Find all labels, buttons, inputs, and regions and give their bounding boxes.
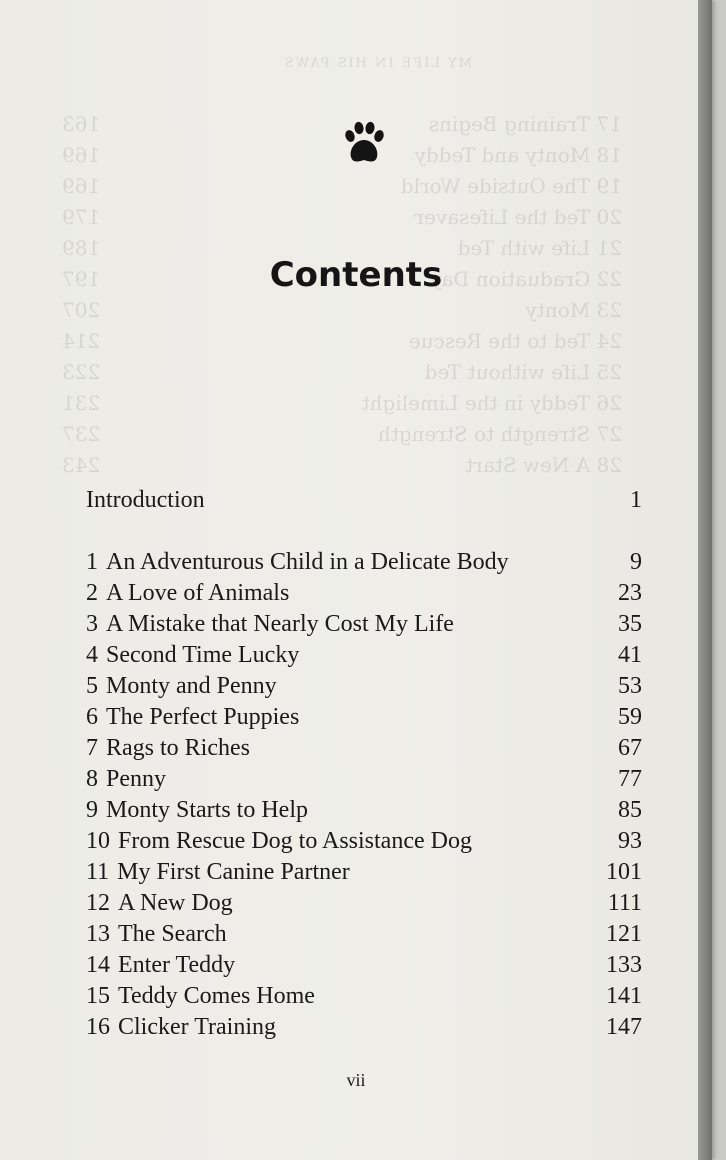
page-number: vii	[346, 1070, 366, 1090]
chapter-number: 6	[86, 704, 98, 730]
chapter-title: Second Time Lucky	[106, 642, 300, 668]
chapter-title: The Search	[118, 921, 227, 947]
book-edge	[698, 0, 712, 1160]
table-of-contents	[86, 485, 642, 1043]
chapter-number: 14	[86, 952, 110, 978]
chapter-page: 141	[606, 983, 642, 1009]
toc-entry[interactable]	[86, 888, 642, 919]
toc-entry[interactable]	[86, 733, 642, 764]
toc-entry[interactable]	[86, 795, 642, 826]
toc-entry[interactable]	[86, 1012, 642, 1043]
chapter-title: Monty and Penny	[106, 673, 277, 699]
chapter-page: 35	[618, 611, 642, 637]
toc-entry[interactable]	[86, 609, 642, 640]
chapter-title: Rags to Riches	[106, 735, 250, 761]
chapter-number: 13	[86, 921, 110, 947]
chapter-number: 5	[86, 673, 98, 699]
chapter-number: 4	[86, 642, 98, 668]
page-title: Contents	[269, 255, 443, 295]
chapter-title: Clicker Training	[118, 1014, 277, 1040]
chapter-number: 2	[86, 580, 98, 606]
toc-entry[interactable]	[86, 981, 642, 1012]
chapter-number: 11	[86, 859, 110, 885]
paw-print-icon	[340, 120, 388, 168]
toc-entry-page: 1	[630, 487, 642, 513]
chapter-page: 101	[606, 859, 642, 885]
toc-entry[interactable]	[86, 640, 642, 671]
chapter-title: A Love of Animals	[106, 580, 290, 606]
chapter-number: 10	[86, 828, 110, 854]
chapter-title: Teddy Comes Home	[118, 983, 315, 1009]
toc-entry-introduction[interactable]	[86, 485, 642, 516]
chapter-title: The Perfect Puppies	[106, 704, 300, 730]
chapter-page: 133	[606, 952, 642, 978]
chapter-number: 3	[86, 611, 98, 637]
chapter-title: A Mistake that Nearly Cost My Life	[106, 611, 454, 637]
chapter-number: 16	[86, 1014, 110, 1040]
chapter-title: My First Canine Partner	[117, 859, 350, 885]
chapter-number: 9	[86, 797, 98, 823]
chapter-page: 77	[618, 766, 642, 792]
chapter-page: 23	[618, 580, 642, 606]
toc-entry-title: Introduction	[86, 487, 205, 513]
toc-entry[interactable]	[86, 919, 642, 950]
chapter-page: 41	[618, 642, 642, 668]
chapter-number: 15	[86, 983, 110, 1009]
toc-entry[interactable]	[86, 547, 642, 578]
chapter-page: 85	[618, 797, 642, 823]
chapter-page: 67	[618, 735, 642, 761]
chapter-title: Monty Starts to Help	[106, 797, 308, 823]
chapter-title: Penny	[106, 766, 166, 792]
chapter-page: 147	[606, 1014, 642, 1040]
chapter-number: 7	[86, 735, 98, 761]
chapter-page: 121	[606, 921, 642, 947]
chapter-page: 9	[630, 549, 642, 575]
chapter-page: 111	[607, 890, 642, 916]
toc-entry[interactable]	[86, 826, 642, 857]
chapter-number: 1	[86, 549, 98, 575]
chapter-number: 12	[86, 890, 110, 916]
chapter-title: A New Dog	[118, 890, 233, 916]
chapter-title: Enter Teddy	[118, 952, 236, 978]
chapter-page: 53	[618, 673, 642, 699]
chapter-page: 59	[618, 704, 642, 730]
bleed-through-reverse-page: MY LIFE IN HIS PAWS 17 Training Begins 163 18 Monty and Teddy 169 19 The Outside World 169 20 Ted the Lifesaver 179 21 Life with Ted 189 22 Graduation Day 197 23 Monty 207 24 Ted to the Rescue 214 25 Life without Ted 223 26 Teddy in the Limelight 231 27 Strength to Strength 237 28 A New Start 243	[62, 56, 622, 477]
chapter-page: 93	[618, 828, 642, 854]
toc-entry[interactable]	[86, 950, 642, 981]
toc-entry[interactable]	[86, 702, 642, 733]
toc-entry[interactable]	[86, 857, 642, 888]
toc-entry[interactable]	[86, 671, 642, 702]
chapter-number: 8	[86, 766, 98, 792]
chapter-title: From Rescue Dog to Assistance Dog	[118, 828, 472, 854]
toc-entry[interactable]	[86, 764, 642, 795]
toc-entry[interactable]	[86, 578, 642, 609]
chapter-title: An Adventurous Child in a Delicate Body	[106, 549, 509, 575]
